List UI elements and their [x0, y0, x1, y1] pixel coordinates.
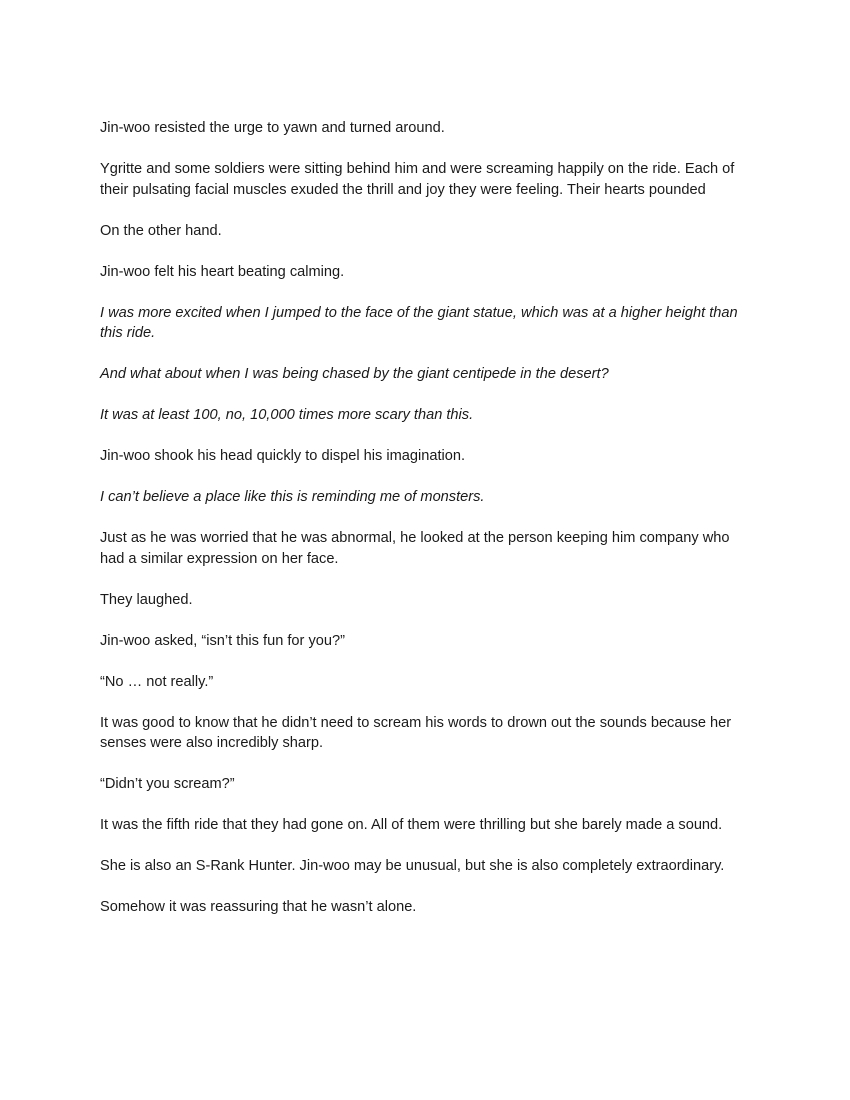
- paragraph: On the other hand.: [100, 222, 222, 239]
- paragraph: It was good to know that he didn’t need to scream his words to drown out the sounds because her senses were also incredibly sharp.: [100, 714, 732, 751]
- italic-paragraph: It was at least 100, no, 10,000 times more scary than this.: [100, 407, 474, 423]
- paragraph: They laughed.: [100, 591, 193, 608]
- paragraph: Jin-woo asked, “isn’t this fun for you?”: [100, 632, 345, 649]
- italic-paragraph: I can’t believe a place like this is reminding me of monsters.: [100, 489, 485, 505]
- paragraph: Jin-woo resisted the urge to yawn and turned around.: [100, 120, 445, 136]
- paragraph: Just as he was worried that he was abnormal, he looked at the person keeping him company who had a similar expression on her face.: [100, 530, 730, 567]
- paragraph: It was the fifth ride that they had gone on. All of them were thrilling but she barely made a sound.: [100, 817, 723, 833]
- paragraph: She is also an S-Rank Hunter. Jin-woo may be unusual, but she is also completely extraordinary.: [100, 858, 725, 874]
- italic-paragraph: And what about when I was being chased by the giant centipede in the desert?: [100, 366, 609, 382]
- paragraph: Jin-woo felt his heart beating calming.: [100, 263, 345, 280]
- document-body: [100, 118, 755, 938]
- paragraph: Ygritte and some soldiers were sitting behind him and were screaming happily on the ride. Each of their pulsating facial muscles exuded the thrill and joy they were feeling. Their hearts pounded: [100, 161, 735, 198]
- paragraph: Jin-woo shook his head quickly to dispel his imagination.: [100, 448, 466, 464]
- paragraph: Somehow it was reassuring that he wasn’t alone.: [100, 899, 417, 915]
- paragraph: “No … not really.”: [100, 673, 214, 690]
- italic-paragraph: I was more excited when I jumped to the face of the giant statue, which was at a higher height than this ride.: [100, 304, 738, 341]
- paragraph: “Didn’t you scream?”: [100, 776, 235, 792]
